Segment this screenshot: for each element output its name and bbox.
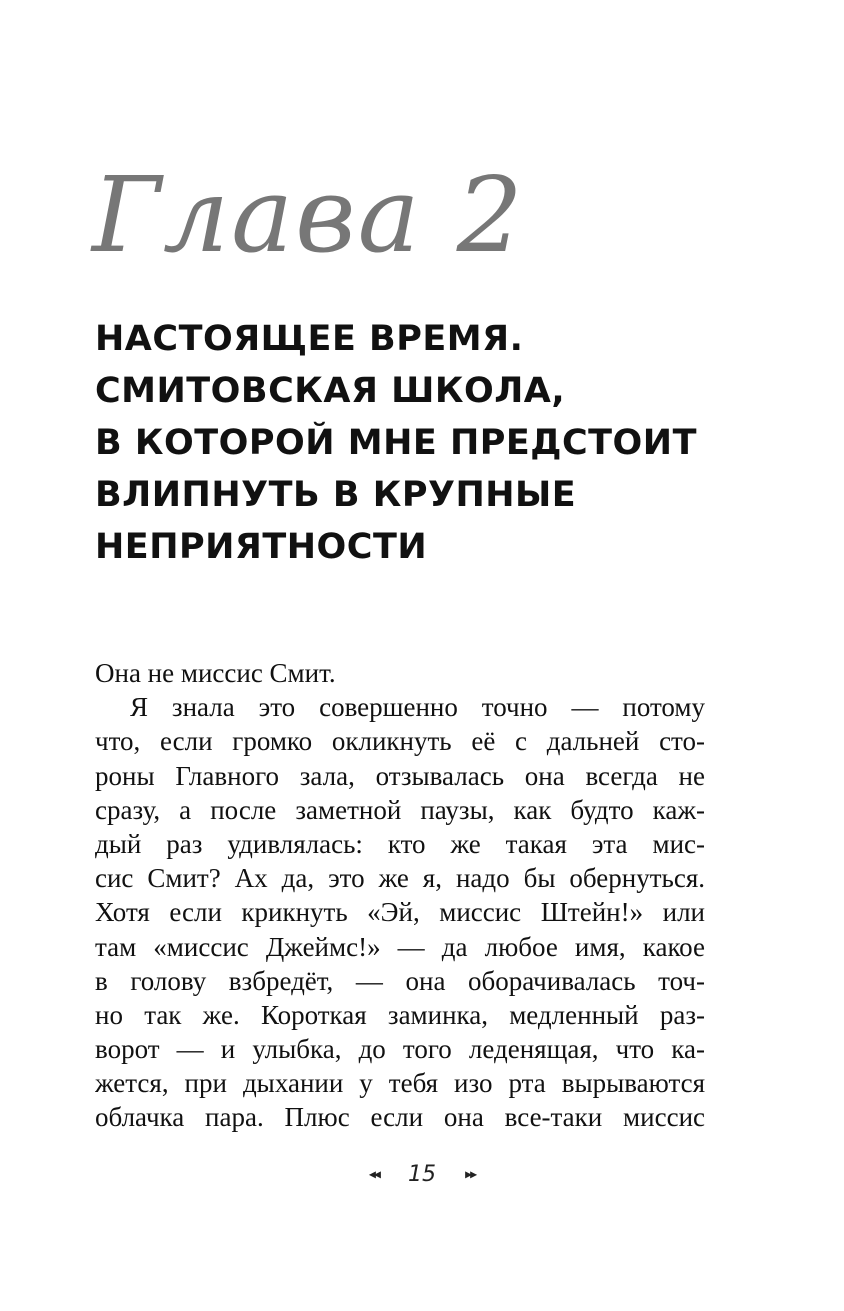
text-line: Она не миссис Смит. (95, 658, 336, 688)
text-line: там «миссис Джеймс!» — да любое имя, какое (95, 931, 705, 962)
text-line: Хотя если крикнуть «Эй, миссис Штейн!» или (95, 897, 705, 928)
chapter-subtitle (95, 313, 775, 573)
text-line: что, если громко окликнуть её с дальней сто- (95, 726, 705, 757)
text-line: ворот — и улыбка, до того леденящая, что ка- (95, 1034, 705, 1065)
body-text (95, 656, 705, 1135)
subtitle-line: В КОТОРОЙ МНЕ ПРЕДСТОИТ (95, 423, 697, 463)
subtitle-line: НАСТОЯЩЕЕ ВРЕМЯ. (95, 319, 524, 359)
right-ornament-icon: ▸▸ (465, 1166, 476, 1183)
page-folio (0, 1162, 844, 1187)
text-line: облачка пара. Плюс если она все-таки миссис (95, 1102, 705, 1133)
subtitle-line: СМИТОВСКАЯ ШКОЛА, (95, 371, 566, 411)
text-line: но так же. Короткая заминка, медленный раз- (95, 999, 705, 1030)
left-ornament-icon: ◂◂ (368, 1166, 379, 1183)
text-line: дый раз удивлялась: кто же такая эта мис- (95, 828, 705, 859)
text-line: в голову взбредёт, — она оборачивалась точ- (95, 965, 705, 996)
text-line: жется, при дыхании у тебя изо рта вырываются (95, 1068, 705, 1099)
chapter-title: Глава 2 (92, 154, 525, 276)
subtitle-line: НЕПРИЯТНОСТИ (95, 527, 428, 567)
subtitle-line: ВЛИПНУТЬ В КРУПНЫЕ (95, 475, 577, 515)
text-line: сис Смит? Ах да, это же я, надо бы обернуться. (95, 863, 705, 894)
text-line: роны Главного зала, отзывалась она всегда не (95, 760, 705, 791)
text-line: Я знала это совершенно точно — потому (130, 692, 705, 723)
page-number: 15 (408, 1162, 436, 1187)
text-line: сразу, а после заметной паузы, как будто каж- (95, 794, 705, 825)
